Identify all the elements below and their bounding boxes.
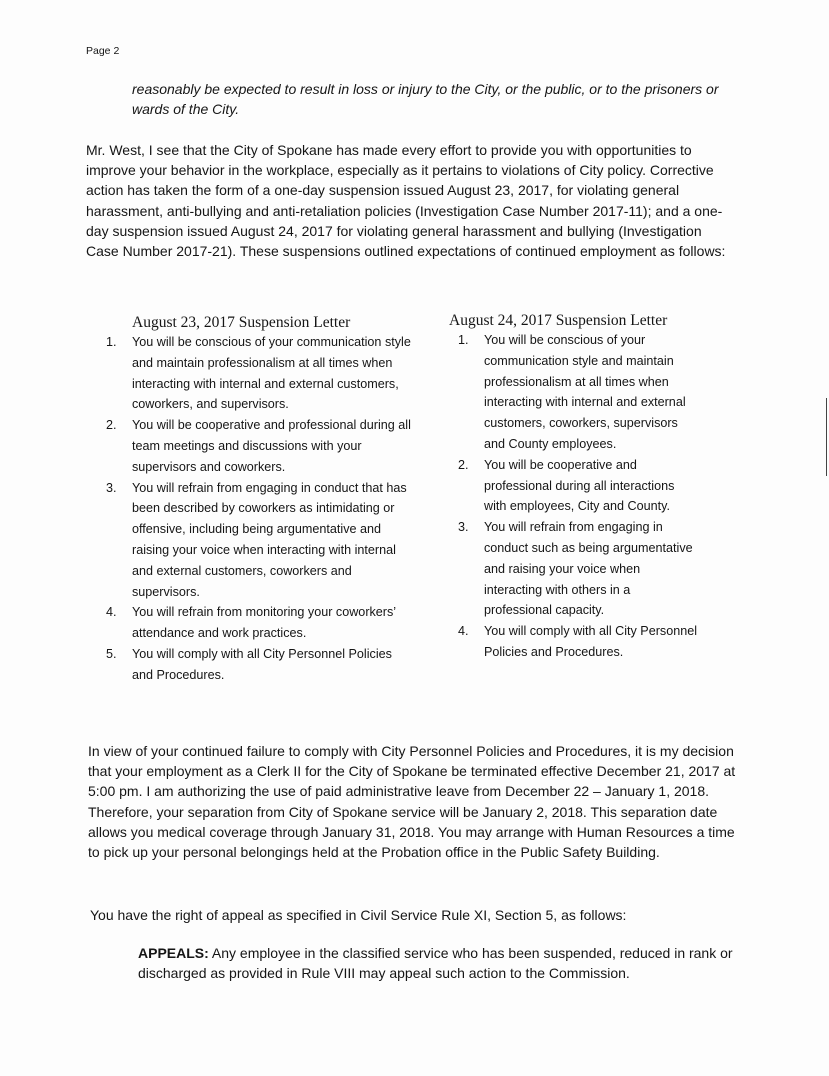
list-item [106, 332, 416, 415]
letter-right-expectations [458, 330, 700, 663]
list-item [458, 330, 700, 455]
item-text: You will refrain from monitoring your coworkers’ attendance and work practices. [132, 605, 396, 641]
item-text: You will be conscious of your communication style and maintain professionalism at all times when interacting with internal and external customers, coworkers, supervisors and County employees. [484, 333, 686, 451]
appeal-intro: You have the right of appeal as specified in Civil Service Rule XI, Section 5, as follows: [90, 907, 627, 923]
item-number: 3. [106, 480, 117, 495]
list-item [458, 517, 700, 621]
item-number: 5. [106, 646, 117, 661]
item-number: 2. [458, 457, 469, 472]
list-item [106, 602, 416, 644]
item-text: You will refrain from engaging in conduct such as being argumentative and raising your voice when interacting with others in a professional capacity. [484, 520, 693, 618]
decision-paragraph: In view of your continued failure to comply with City Personnel Policies and Procedures, it is my decision that your employment as a Clerk II for the City of Spokane be terminated effective December 21, 2017 at 5:00 pm. I am authorizing the use of paid administrative leave from December 22 – January 1, 2018. Therefore, your separation from City of Spokane service will be January 2, 2018. This separation date allows you medical coverage through January 31, 2018. You may arrange with Human Resources a time to pick up your personal belongings held at the Probation office in the Public Safety Building. [88, 743, 736, 861]
list-item [458, 455, 700, 517]
history-paragraph: Mr. West, I see that the City of Spokane has made every effort to provide you with opportunities to improve your behavior in the workplace, especially as it pertains to violations of City policy. Corrective action has taken the form of a one-day suspension issued August 23, 2017, for violating general harassment, anti-bullying and anti-retaliation policies (Investigation Case Number 2017-11); and a one-day suspension issued August 24, 2017 for violating general harassment and bullying (Investigation Case Number 2017-21). These suspensions outlined expectations of continued employment as follows: [86, 142, 726, 260]
letter-left-expectations [106, 332, 416, 686]
item-text: You will be cooperative and professional during all team meetings and discussions with your supervisors and coworkers. [132, 418, 411, 474]
list-item [106, 415, 416, 477]
item-text: You will refrain from engaging in conduct that has been described by coworkers as intimidating or offensive, including being argumentative and raising your voice when interacting with internal and external customers, coworkers and supervisors. [132, 480, 407, 599]
item-text: You will be conscious of your communication style and maintain professionalism at all times when interacting with internal and external customers, coworkers, and supervisors. [132, 335, 411, 412]
list-item [106, 644, 416, 686]
list-item [106, 478, 416, 603]
appeals-rule [138, 943, 738, 983]
item-number: 1. [458, 333, 469, 347]
scan-edge-mark [826, 398, 827, 476]
page-number: Page 2 [86, 45, 120, 57]
item-number: 2. [106, 418, 117, 433]
list-item [458, 621, 700, 663]
item-number: 3. [458, 520, 469, 535]
quoted-rule-continuation: reasonably be expected to result in loss or injury to the City, or the public, or to the prisoners or wards of the City. [132, 81, 719, 118]
item-text: You will comply with all City Personnel Policies and Procedures. [132, 646, 392, 682]
letter-left-title: August 23, 2017 Suspension Letter [132, 314, 351, 331]
appeals-label: APPEALS: [138, 945, 209, 961]
item-number: 4. [106, 605, 117, 620]
letter-right-title: August 24, 2017 Suspension Letter [449, 312, 668, 329]
item-text: You will be cooperative and professional during all interactions with employees, City and County. [484, 457, 675, 514]
item-number: 4. [458, 624, 469, 639]
item-text: You will comply with all City Personnel Policies and Procedures. [484, 624, 698, 659]
item-number: 1. [106, 335, 117, 349]
appeals-text: Any employee in the classified service who has been suspended, reduced in rank or discharged as provided in Rule VIII may appeal such action to the Commission. [138, 945, 733, 982]
